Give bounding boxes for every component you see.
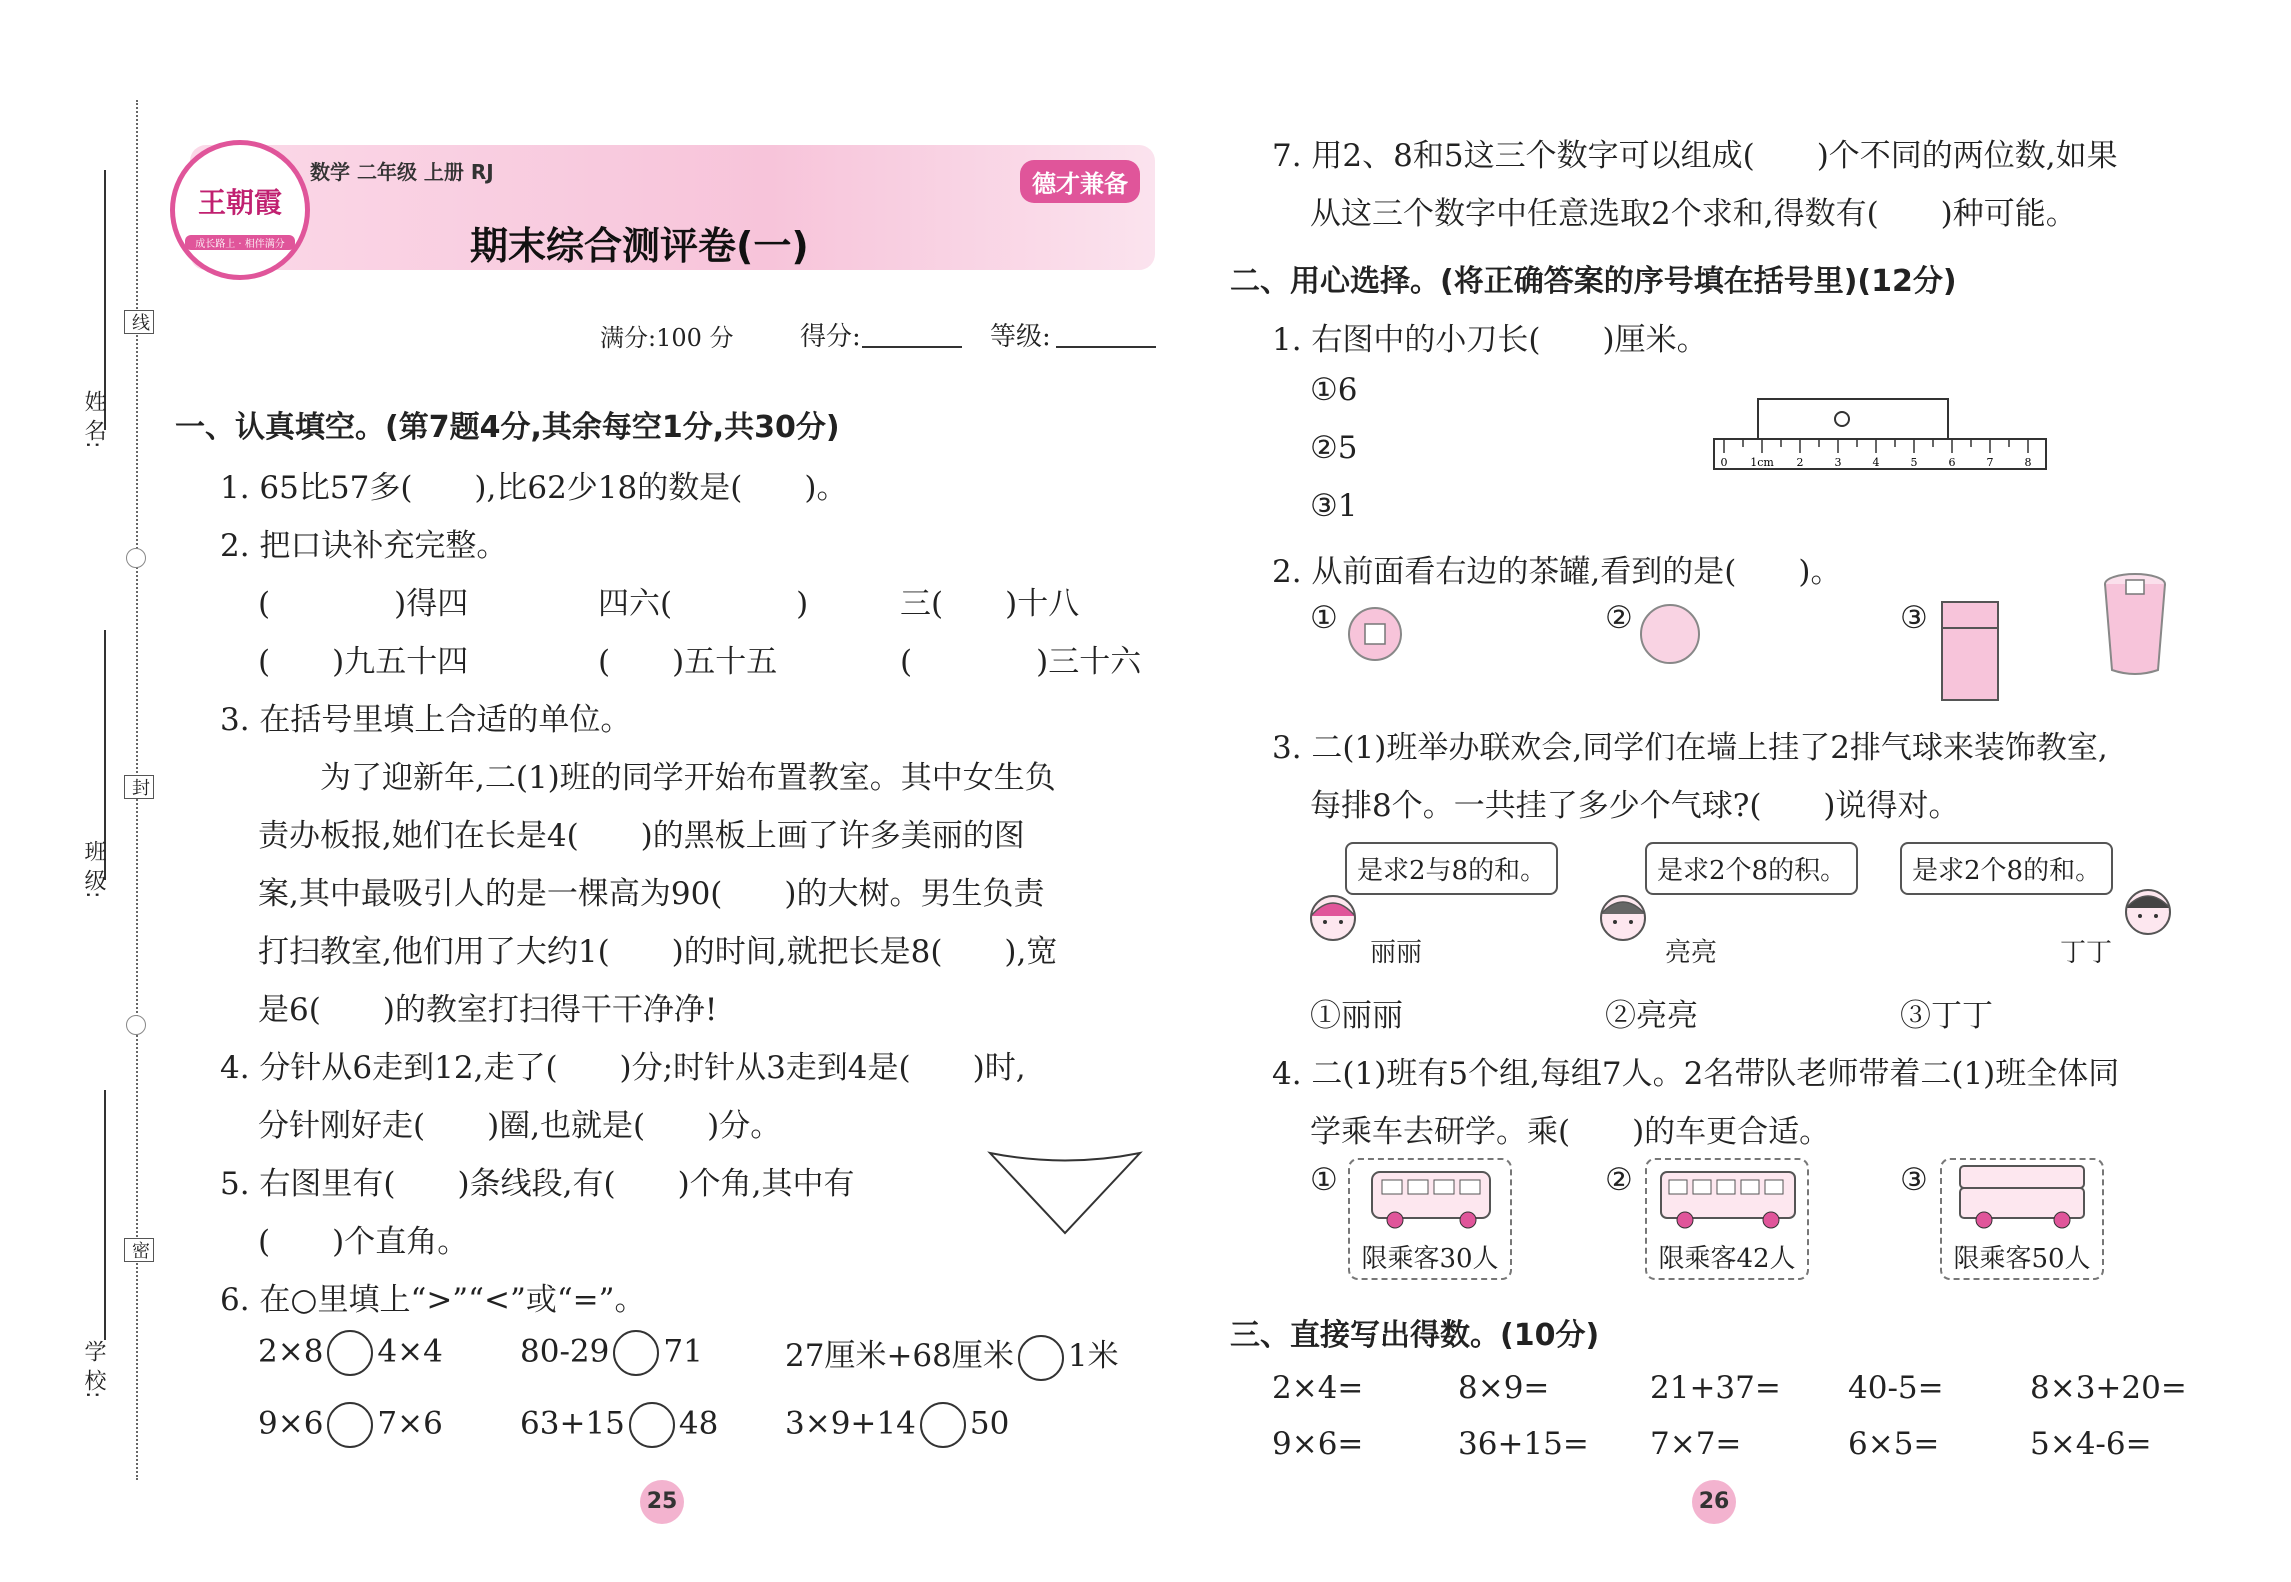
- speech-bubble-1: 是求2与8的和。: [1345, 842, 1558, 895]
- page-title: 期末综合测评卷(一): [470, 224, 809, 268]
- school-underline: [104, 1090, 106, 1340]
- knife-body: [1758, 399, 1948, 439]
- compare-6-left: 3×9+14: [785, 1405, 916, 1442]
- compare-circle[interactable]: [327, 1402, 373, 1448]
- calc-r1c2: 8×9=: [1458, 1370, 1550, 1406]
- s2-q1-opt2: ②5: [1310, 430, 1358, 466]
- girl-avatar: [1305, 888, 1361, 958]
- s2-q2-mark3: ③: [1900, 600, 1928, 636]
- s1-q2-r2c2: ( )五十五: [598, 644, 778, 680]
- compare-circle[interactable]: [613, 1330, 659, 1376]
- s2-q3-opt3: ③丁丁: [1900, 998, 1993, 1034]
- speech-bubble-2: 是求2个8的积。: [1645, 842, 1858, 895]
- boy-avatar-1: [1595, 886, 1651, 956]
- speech-bubble-3: 是求2个8的和。: [1900, 842, 2113, 895]
- ruler-label: 7: [1986, 456, 1994, 469]
- bus-card-3: [1940, 1158, 2104, 1280]
- kid-name-3: 丁丁: [2060, 938, 2113, 968]
- s1-q2-r1c1: ( )得四: [258, 586, 469, 622]
- bus-card-1: [1348, 1158, 1512, 1280]
- ruler-label: 2: [1796, 456, 1804, 469]
- compare-3-right: 1米: [1067, 1338, 1119, 1374]
- full-score: 满分:100 分: [600, 324, 734, 352]
- s1-q3-line4: 打扫教室,他们用了大约1( )的时间,就把长是8( ),宽: [258, 934, 1058, 970]
- ruler-label: 8: [2024, 456, 2032, 469]
- s1-q2-r2c1: ( )九五十四: [258, 644, 469, 680]
- s2-q3-opt2: ②亮亮: [1605, 998, 1698, 1034]
- score-blank: [862, 346, 962, 348]
- s2-q3-line2: 每排8个。一共挂了多少个气球?( )说得对。: [1310, 788, 1960, 824]
- compare-4-right: 7×6: [377, 1405, 443, 1442]
- grade-label: 等级:: [990, 322, 1051, 352]
- s2-q1: 1. 右图中的小刀长( )厘米。: [1272, 322, 1708, 358]
- compare-circle[interactable]: [920, 1402, 966, 1448]
- compare-6-right: 50: [969, 1405, 1010, 1442]
- s1-q1: 1. 65比57多( ),比62少18的数是( )。: [220, 470, 848, 506]
- s2-q4-line1: 4. 二(1)班有5个组,每组7人。2名带队老师带着二(1)班全体同: [1272, 1056, 2120, 1092]
- compare-5: [520, 1402, 718, 1448]
- tea-can-figure: [2100, 570, 2170, 680]
- section3-heading: 三、直接写出得数。(10分): [1230, 1318, 1600, 1353]
- s2-q3-opt1: ①丽丽: [1310, 998, 1403, 1034]
- s1-q5-line2: ( )个直角。: [258, 1224, 469, 1260]
- rectangle-option: [1940, 600, 2000, 702]
- s2-q4-mark2: ②: [1605, 1162, 1633, 1198]
- section1-heading: 一、认真填空。(第7题4分,其余每空1分,共30分): [175, 410, 840, 445]
- compare-2-right: 71: [663, 1333, 703, 1370]
- grade-blank: [1056, 346, 1156, 348]
- compare-5-left: 63+15: [520, 1405, 625, 1442]
- s1-q4-line2: 分针刚好走( )圈,也就是( )分。: [258, 1108, 782, 1144]
- s1-q4-line1: 4. 分针从6走到12,走了( )分;时针从3走到4是( )时,: [220, 1050, 1026, 1086]
- s1-q7-line2: 从这三个数字中任意选取2个求和,得数有( )种可能。: [1310, 196, 2077, 232]
- bus-card-2: [1645, 1158, 1809, 1280]
- class-label: 班 级:: [81, 840, 106, 899]
- calc-r2c4: 6×5=: [1848, 1426, 1940, 1462]
- bus-icon: [1647, 1160, 1807, 1238]
- s1-q3-line1: 为了迎新年,二(1)班的同学开始布置教室。其中女生负: [320, 760, 1056, 796]
- seal-char: 封: [124, 775, 154, 799]
- s1-q2-r1c3: 三( )十八: [900, 586, 1080, 622]
- s1-q6: 6. 在○里填上“>”“<”或“=”。: [220, 1282, 646, 1318]
- compare-circle[interactable]: [1018, 1335, 1064, 1381]
- s2-q1-opt1: ①6: [1310, 372, 1358, 408]
- fan-shape-figure: [985, 1148, 1145, 1238]
- ruler-label: 4: [1872, 456, 1880, 469]
- secret-char: 密: [124, 1238, 154, 1262]
- s1-q7-line1: 7. 用2、8和5这三个数字可以组成( )个不同的两位数,如果: [1272, 138, 2118, 174]
- header-badge: 德才兼备: [1020, 160, 1140, 203]
- compare-6: [785, 1402, 1009, 1448]
- s2-q4-mark3: ③: [1900, 1162, 1928, 1198]
- s2-q1-opt3: ③1: [1310, 488, 1358, 524]
- compare-4: [258, 1402, 443, 1448]
- compare-1: [258, 1330, 443, 1376]
- kid-name-2: 亮亮: [1665, 938, 1718, 968]
- s1-q3-line2: 责办板报,她们在长是4( )的黑板上画了许多美丽的图: [258, 818, 1025, 854]
- bus-capacity-2: 限乘客42人: [1658, 1244, 1796, 1274]
- calc-r1c4: 40-5=: [1848, 1370, 1944, 1406]
- compare-1-right: 4×4: [377, 1333, 443, 1370]
- calc-r1c1: 2×4=: [1272, 1370, 1364, 1406]
- calc-r2c1: 9×6=: [1272, 1426, 1364, 1462]
- s2-q4-mark1: ①: [1310, 1162, 1338, 1198]
- s2-q2-mark2: ②: [1605, 600, 1633, 636]
- calc-r1c5: 8×3+20=: [2030, 1370, 2187, 1406]
- ruler-knife-figure: [1710, 395, 2050, 485]
- subject-line: 数学 二年级 上册 RJ: [310, 160, 494, 184]
- calc-r2c3: 7×7=: [1650, 1426, 1742, 1462]
- s1-q5-line1: 5. 右图里有( )条线段,有( )个角,其中有: [220, 1166, 855, 1202]
- s1-q2: 2. 把口诀补充完整。: [220, 528, 508, 564]
- ruler-label: 5: [1910, 456, 1918, 469]
- s1-q3-line5: 是6( )的教室打扫得干干净净!: [258, 992, 718, 1028]
- calc-r2c5: 5×4-6=: [2030, 1426, 2152, 1462]
- s1-q2-r2c3: ( )三十六: [900, 644, 1142, 680]
- page-number-left: 25: [640, 1480, 684, 1524]
- binding-dot-2: [126, 1015, 146, 1035]
- compare-circle[interactable]: [629, 1402, 675, 1448]
- school-label: 学 校:: [81, 1340, 106, 1399]
- compare-4-left: 9×6: [258, 1405, 324, 1442]
- line-char: 线: [124, 310, 154, 334]
- s2-q3-line1: 3. 二(1)班举办联欢会,同学们在墙上挂了2排气球来装饰教室,: [1272, 730, 2108, 766]
- kid-name-1: 丽丽: [1370, 938, 1423, 968]
- score-label: 得分:: [800, 322, 861, 352]
- compare-1-left: 2×8: [258, 1333, 324, 1370]
- compare-3-left: 27厘米+68厘米: [785, 1338, 1014, 1374]
- ruler-label: 6: [1948, 456, 1956, 469]
- bus-icon: [1942, 1160, 2102, 1238]
- s1-q2-r1c2: 四六( ): [598, 586, 809, 622]
- calc-r2c2: 36+15=: [1458, 1426, 1589, 1462]
- binding-dot-1: [126, 548, 146, 568]
- tea-can-top-view: [1345, 604, 1405, 664]
- logo-text: 王朝霞: [197, 186, 282, 219]
- bus-capacity-1: 限乘客30人: [1361, 1244, 1499, 1274]
- compare-2-left: 80-29: [520, 1333, 610, 1370]
- s2-q4-line2: 学乘车去研学。乘( )的车更合适。: [1310, 1114, 1831, 1150]
- boy-avatar-2: [2120, 880, 2176, 950]
- compare-3: [785, 1330, 1119, 1381]
- s2-q2: 2. 从前面看右边的茶罐,看到的是( )。: [1272, 554, 1842, 590]
- s1-q3: 3. 在括号里填上合适的单位。: [220, 702, 632, 738]
- page-number-right: 26: [1692, 1480, 1736, 1524]
- logo-badge: [170, 140, 310, 280]
- compare-circle[interactable]: [327, 1330, 373, 1376]
- logo-subtext: 成长路上 · 相伴满分: [185, 235, 295, 250]
- name-label: 姓 名:: [81, 390, 106, 449]
- bus-icon: [1350, 1160, 1510, 1238]
- ruler-label: 3: [1834, 456, 1842, 469]
- circle-option: [1638, 602, 1702, 666]
- calc-r1c3: 21+37=: [1650, 1370, 1781, 1406]
- s2-q2-mark1: ①: [1310, 600, 1338, 636]
- compare-5-right: 48: [678, 1405, 719, 1442]
- section2-heading: 二、用心选择。(将正确答案的序号填在括号里)(12分): [1230, 264, 1957, 299]
- s1-q3-line3: 案,其中最吸引人的是一棵高为90( )的大树。男生负责: [258, 876, 1045, 912]
- ruler-label: 0: [1720, 456, 1728, 469]
- compare-2: [520, 1330, 703, 1376]
- ruler-label: 1cm: [1750, 456, 1774, 469]
- bus-capacity-3: 限乘客50人: [1953, 1244, 2091, 1274]
